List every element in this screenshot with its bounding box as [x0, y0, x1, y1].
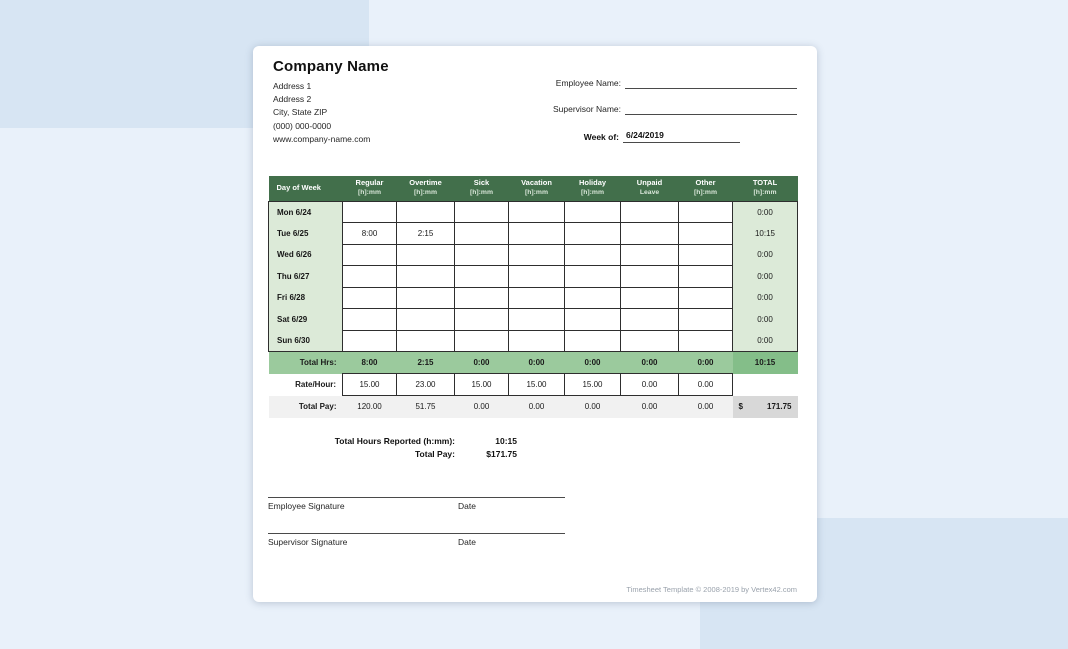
total-hrs-value: 2:15: [397, 352, 455, 374]
total-pay-grand-total: [733, 396, 798, 418]
table-header-row: [269, 176, 798, 201]
col-header-unpaid-leave: Unpaid Leave: [621, 176, 679, 201]
hours-cell[interactable]: [565, 309, 621, 331]
hours-cell[interactable]: [565, 223, 621, 245]
total-hrs-value: 8:00: [343, 352, 397, 374]
employee-name-label: Employee Name:: [555, 78, 621, 88]
rate-cell[interactable]: 23.00: [397, 374, 455, 396]
total-hrs-value: 0:00: [509, 352, 565, 374]
row-total: 0:00: [733, 201, 798, 223]
rate-hour-label: Rate/Hour:: [269, 374, 343, 396]
hours-cell[interactable]: [679, 287, 733, 309]
day-label: Tue 6/25: [269, 223, 343, 245]
hours-cell[interactable]: [621, 330, 679, 352]
supervisor-signature-date-label: Date: [458, 537, 476, 547]
pay-value: 0.00: [509, 396, 565, 418]
hours-cell[interactable]: [343, 244, 397, 266]
hours-cell[interactable]: [455, 223, 509, 245]
summary-hours-value: 10:15: [495, 436, 517, 446]
hours-cell[interactable]: [343, 201, 397, 223]
hours-cell[interactable]: [679, 309, 733, 331]
summary-hours-row: [268, 435, 517, 448]
summary-block: [268, 435, 517, 460]
day-label: Thu 6/27: [269, 266, 343, 288]
rate-cell[interactable]: 15.00: [455, 374, 509, 396]
col-header-other: Other [h]:mm: [679, 176, 733, 201]
summary-pay-value: $171.75: [486, 448, 517, 459]
employee-name-field-row: [543, 76, 797, 89]
day-label: Wed 6/26: [269, 244, 343, 266]
company-header: [273, 58, 389, 146]
row-total: 0:00: [733, 309, 798, 331]
employee-signature-date-label: Date: [458, 501, 476, 511]
col-header-vacation: Vacation [h]:mm: [509, 176, 565, 201]
hours-cell[interactable]: [509, 330, 565, 352]
hours-cell[interactable]: [679, 330, 733, 352]
supervisor-signature-label: Supervisor Signature: [268, 537, 348, 547]
total-hrs-value: 0:00: [621, 352, 679, 374]
row-total: 0:00: [733, 266, 798, 288]
hours-cell[interactable]: [397, 201, 455, 223]
total-hrs-grand-total: 10:15: [733, 352, 798, 374]
employee-signature-label: Employee Signature: [268, 501, 345, 511]
table-row: [269, 201, 798, 223]
row-total: 0:00: [733, 287, 798, 309]
week-of-label: Week of:: [583, 132, 619, 142]
table-row: [269, 287, 798, 309]
table-row: [269, 309, 798, 331]
pay-value: 0.00: [679, 396, 733, 418]
pay-value: 0.00: [565, 396, 621, 418]
hours-cell[interactable]: [397, 266, 455, 288]
rate-cell[interactable]: 0.00: [679, 374, 733, 396]
hours-cell[interactable]: [509, 223, 565, 245]
week-of-input[interactable]: 6/24/2019: [623, 130, 740, 143]
hours-cell[interactable]: [679, 244, 733, 266]
rate-cell[interactable]: 0.00: [621, 374, 679, 396]
employee-name-input[interactable]: [625, 76, 797, 89]
col-header-regular: Regular [h]:mm: [343, 176, 397, 201]
rate-cell[interactable]: 15.00: [565, 374, 621, 396]
total-hrs-value: 0:00: [679, 352, 733, 374]
timesheet-table: [268, 176, 798, 418]
hours-cell[interactable]: 8:00: [343, 223, 397, 245]
pay-value: 120.00: [343, 396, 397, 418]
hours-cell[interactable]: [397, 309, 455, 331]
hours-cell[interactable]: [565, 330, 621, 352]
hours-cell[interactable]: [455, 266, 509, 288]
hours-cell[interactable]: [509, 309, 565, 331]
day-label: Mon 6/24: [269, 201, 343, 223]
hours-cell[interactable]: [621, 287, 679, 309]
rate-total-empty: [733, 374, 798, 396]
hours-cell[interactable]: [509, 201, 565, 223]
col-header-sick: Sick [h]:mm: [455, 176, 509, 201]
hours-cell[interactable]: [343, 287, 397, 309]
pay-value: 0.00: [621, 396, 679, 418]
hours-cell[interactable]: [621, 244, 679, 266]
row-total: 10:15: [733, 223, 798, 245]
hours-cell[interactable]: [565, 266, 621, 288]
col-header-total: TOTAL [h]:mm: [733, 176, 798, 201]
rate-cell[interactable]: 15.00: [509, 374, 565, 396]
hours-cell[interactable]: [565, 287, 621, 309]
day-label: Fri 6/28: [269, 287, 343, 309]
hours-cell[interactable]: [621, 223, 679, 245]
table-row: [269, 266, 798, 288]
hours-cell[interactable]: [509, 266, 565, 288]
supervisor-signature-block: [268, 533, 565, 547]
day-label: Sat 6/29: [269, 309, 343, 331]
col-header-overtime: Overtime [h]:mm: [397, 176, 455, 201]
hours-cell[interactable]: [679, 201, 733, 223]
hours-cell[interactable]: [397, 330, 455, 352]
hours-cell[interactable]: 2:15: [397, 223, 455, 245]
total-hours-row: [269, 352, 798, 374]
table-row: [269, 244, 798, 266]
hours-cell[interactable]: [397, 287, 455, 309]
total-pay-amount: 171.75: [767, 402, 792, 411]
total-hrs-value: 0:00: [565, 352, 621, 374]
hours-cell[interactable]: [509, 244, 565, 266]
summary-pay-label: Total Pay:: [415, 448, 455, 459]
hours-cell[interactable]: [455, 201, 509, 223]
table-row: [269, 223, 798, 245]
pay-value: 51.75: [397, 396, 455, 418]
hours-cell[interactable]: [565, 244, 621, 266]
hours-cell[interactable]: [565, 201, 621, 223]
supervisor-name-input[interactable]: [625, 102, 797, 115]
hours-cell[interactable]: [343, 309, 397, 331]
hours-cell[interactable]: [621, 266, 679, 288]
hours-cell[interactable]: [621, 309, 679, 331]
hours-cell[interactable]: [455, 287, 509, 309]
company-website: www.company-name.com: [273, 133, 371, 144]
company-city-state-zip: City, State ZIP: [273, 107, 328, 118]
hours-cell[interactable]: [343, 266, 397, 288]
hours-cell[interactable]: [455, 330, 509, 352]
summary-pay-row: [268, 448, 517, 461]
total-pay-label: Total Pay:: [269, 396, 343, 418]
hours-cell[interactable]: [509, 287, 565, 309]
company-address-line2: Address 2: [273, 94, 312, 105]
timesheet-document: [253, 46, 817, 602]
pay-value: 0.00: [455, 396, 509, 418]
col-header-day-of-week: Day of Week: [269, 176, 343, 201]
day-label: Sun 6/30: [269, 330, 343, 352]
company-name: Company Name: [273, 58, 389, 75]
rate-per-hour-row: [269, 374, 798, 396]
row-total: 0:00: [733, 330, 798, 352]
supervisor-name-field-row: [543, 102, 797, 115]
employee-signature-block: [268, 497, 565, 511]
col-header-holiday: Holiday [h]:mm: [565, 176, 621, 201]
hours-cell[interactable]: [343, 330, 397, 352]
hours-cell[interactable]: [679, 223, 733, 245]
hours-cell[interactable]: [455, 309, 509, 331]
table-row: [269, 330, 798, 352]
currency-symbol: $: [738, 402, 743, 411]
company-phone: (000) 000-0000: [273, 120, 332, 131]
row-total: 0:00: [733, 244, 798, 266]
total-pay-row: [269, 396, 798, 418]
hours-cell[interactable]: [621, 201, 679, 223]
hours-cell[interactable]: [455, 244, 509, 266]
summary-hours-label: Total Hours Reported (h:mm):: [334, 436, 455, 446]
total-hrs-label: Total Hrs:: [269, 352, 343, 374]
company-address-line1: Address 1: [273, 81, 312, 91]
hours-cell[interactable]: [679, 266, 733, 288]
total-hrs-value: 0:00: [455, 352, 509, 374]
week-of-field-row: [543, 130, 740, 143]
rate-cell[interactable]: 15.00: [343, 374, 397, 396]
footer-credit: Timesheet Template © 2008-2019 by Vertex42.com: [626, 585, 797, 594]
supervisor-name-label: Supervisor Name:: [552, 104, 621, 114]
hours-cell[interactable]: [397, 244, 455, 266]
